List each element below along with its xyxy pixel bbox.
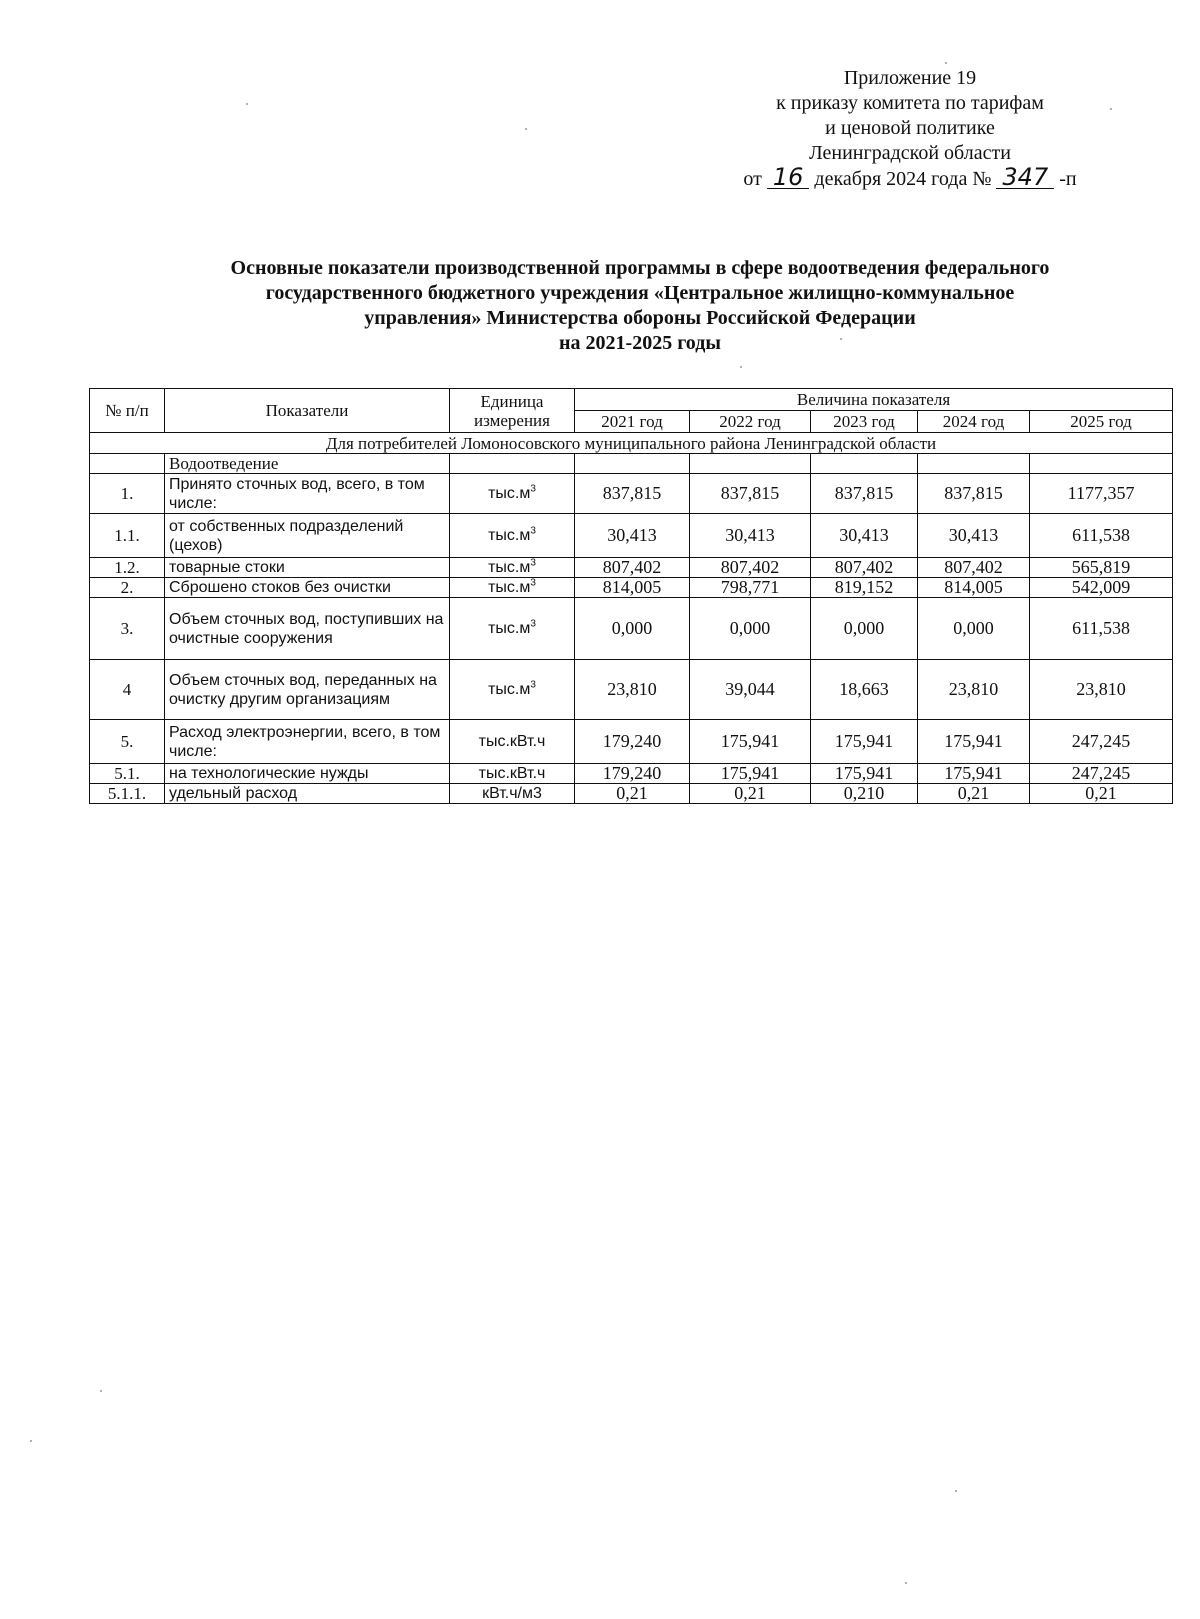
- date-prefix: от: [743, 168, 762, 190]
- row-value: 611,538: [1030, 514, 1173, 558]
- header-year: 2023 год: [811, 411, 918, 433]
- empty-cell: [918, 454, 1030, 474]
- row-number: 5.1.: [90, 764, 165, 784]
- row-value: 175,941: [811, 720, 918, 764]
- row-number: 5.: [90, 720, 165, 764]
- row-value: 814,005: [918, 578, 1030, 598]
- row-unit-cell: [450, 598, 575, 660]
- row-value: 814,005: [575, 578, 690, 598]
- row-value: 175,941: [811, 764, 918, 784]
- row-unit: тыс.м: [488, 579, 531, 596]
- row-value: 0,000: [918, 598, 1030, 660]
- table-row: [90, 514, 1173, 558]
- row-unit-superscript: 3: [530, 577, 536, 589]
- row-value: 542,009: [1030, 578, 1173, 598]
- row-value: 247,245: [1030, 720, 1173, 764]
- row-value: 179,240: [575, 764, 690, 784]
- row-value: 611,538: [1030, 598, 1173, 660]
- date-middle: декабря 2024 года №: [814, 168, 992, 190]
- appendix-region: Ленинградской области: [809, 142, 1011, 164]
- row-unit-superscript: 3: [530, 618, 536, 630]
- header-year: 2021 год: [575, 411, 690, 433]
- row-value: 819,152: [811, 578, 918, 598]
- row-number: 4: [90, 660, 165, 720]
- row-value: 807,402: [918, 558, 1030, 578]
- row-value: 175,941: [918, 764, 1030, 784]
- row-value: 30,413: [918, 514, 1030, 558]
- appendix-number: Приложение 19: [843, 67, 977, 89]
- section-row: [90, 433, 1173, 454]
- row-value: 837,815: [690, 474, 811, 514]
- row-value: 837,815: [575, 474, 690, 514]
- header-indicator: Показатели: [165, 389, 450, 433]
- row-value: 39,044: [690, 660, 811, 720]
- row-value: 0,21: [1030, 784, 1173, 804]
- table-row: [90, 720, 1173, 764]
- appendix-order-ref: к приказу комитета по тарифам: [776, 92, 1044, 114]
- table-row: [90, 598, 1173, 660]
- empty-cell: [575, 454, 690, 474]
- row-unit: тыс.м: [488, 681, 531, 698]
- row-value: 807,402: [690, 558, 811, 578]
- row-indicator: Сброшено стоков без очистки: [165, 578, 450, 598]
- header-num: № п/п: [90, 389, 165, 433]
- row-value: 23,810: [1030, 660, 1173, 720]
- row-value: 23,810: [575, 660, 690, 720]
- row-value: 247,245: [1030, 764, 1173, 784]
- empty-cell: [690, 454, 811, 474]
- handwritten-day: 16: [767, 166, 810, 189]
- title-line-4: на 2021-2025 годы: [559, 332, 721, 354]
- table-row: [90, 578, 1173, 598]
- row-unit-superscript: 3: [530, 557, 536, 569]
- row-unit-cell: [450, 514, 575, 558]
- handwritten-order-number: 347: [996, 166, 1054, 189]
- indicators-table: [89, 388, 1173, 804]
- row-unit: тыс.кВт.ч: [478, 765, 546, 782]
- row-unit: кВт.ч/м3: [482, 785, 542, 802]
- row-unit: тыс.м: [488, 485, 531, 502]
- row-indicator: Объем сточных вод, поступивших на очистные сооружения: [165, 598, 450, 660]
- row-value: 837,815: [811, 474, 918, 514]
- empty-cell: [811, 454, 918, 474]
- section-title: Для потребителей Ломоносовского муниципального района Ленинградской области: [90, 433, 1173, 454]
- row-indicator: Объем сточных вод, переданных на очистку другим организациям: [165, 660, 450, 720]
- row-unit-cell: [450, 474, 575, 514]
- row-indicator: на технологические нужды: [165, 764, 450, 784]
- appendix-committee: и ценовой политике: [825, 117, 995, 139]
- subsection-title: Водоотведение: [165, 454, 450, 474]
- header-year: 2024 год: [918, 411, 1030, 433]
- row-number: 2.: [90, 578, 165, 598]
- row-number: 3.: [90, 598, 165, 660]
- row-indicator: Расход электроэнергии, всего, в том числе:: [165, 720, 450, 764]
- title-line-1: Основные показатели производственной программы в сфере водоотведения федерального: [230, 257, 1050, 279]
- row-unit-superscript: 3: [530, 525, 536, 537]
- empty-cell: [1030, 454, 1173, 474]
- row-number: 5.1.1.: [90, 784, 165, 804]
- row-value: 0,000: [690, 598, 811, 660]
- header-unit: Единица измерения: [450, 389, 575, 433]
- row-unit-superscript: 3: [530, 679, 536, 691]
- row-indicator: от собственных подразделений (цехов): [165, 514, 450, 558]
- title-line-3: управления» Министерства обороны Российской Федерации: [364, 307, 916, 329]
- row-unit-cell: [450, 558, 575, 578]
- row-value: 175,941: [690, 764, 811, 784]
- header-year: 2022 год: [690, 411, 811, 433]
- row-value: 0,21: [918, 784, 1030, 804]
- row-unit-cell: [450, 784, 575, 804]
- row-value: 798,771: [690, 578, 811, 598]
- row-number: 1.: [90, 474, 165, 514]
- header-row-1: [90, 389, 1173, 411]
- table-row: [90, 474, 1173, 514]
- row-value: 179,240: [575, 720, 690, 764]
- row-value: 0,210: [811, 784, 918, 804]
- row-value: 837,815: [918, 474, 1030, 514]
- row-unit-superscript: 3: [530, 483, 536, 495]
- header-value-group: Величина показателя: [575, 389, 1173, 411]
- row-value: 0,21: [690, 784, 811, 804]
- document-title: [100, 256, 1180, 356]
- row-value: 23,810: [918, 660, 1030, 720]
- table-row: [90, 660, 1173, 720]
- row-value: 175,941: [690, 720, 811, 764]
- header-year: 2025 год: [1030, 411, 1173, 433]
- row-value: 807,402: [811, 558, 918, 578]
- row-indicator: удельный расход: [165, 784, 450, 804]
- row-value: 30,413: [690, 514, 811, 558]
- appendix-date-line: [700, 163, 1120, 192]
- row-unit-cell: [450, 660, 575, 720]
- row-unit-cell: [450, 578, 575, 598]
- row-value: 807,402: [575, 558, 690, 578]
- row-value: 0,000: [575, 598, 690, 660]
- row-unit: тыс.м: [488, 559, 531, 576]
- title-line-2: государственного бюджетного учреждения «Центральное жилищно-коммунальное: [265, 282, 1015, 304]
- row-value: 565,819: [1030, 558, 1173, 578]
- table-row: [90, 558, 1173, 578]
- row-unit-cell: [450, 720, 575, 764]
- row-indicator: Принято сточных вод, всего, в том числе:: [165, 474, 450, 514]
- row-number: 1.1.: [90, 514, 165, 558]
- table-row: [90, 764, 1173, 784]
- row-unit: тыс.м: [488, 620, 531, 637]
- row-unit: тыс.кВт.ч: [478, 733, 546, 750]
- subsection-row: [90, 454, 1173, 474]
- row-value: 30,413: [811, 514, 918, 558]
- row-value: 18,663: [811, 660, 918, 720]
- appendix-header: [700, 66, 1120, 192]
- table-row: [90, 784, 1173, 804]
- row-value: 0,21: [575, 784, 690, 804]
- empty-cell: [450, 454, 575, 474]
- row-number: 1.2.: [90, 558, 165, 578]
- row-unit: тыс.м: [488, 527, 531, 544]
- row-value: 30,413: [575, 514, 690, 558]
- row-value: 175,941: [918, 720, 1030, 764]
- order-number-suffix: -п: [1059, 168, 1077, 190]
- row-unit-cell: [450, 764, 575, 784]
- row-value: 1177,357: [1030, 474, 1173, 514]
- row-indicator: товарные стоки: [165, 558, 450, 578]
- subsection-num-cell: [90, 454, 165, 474]
- row-value: 0,000: [811, 598, 918, 660]
